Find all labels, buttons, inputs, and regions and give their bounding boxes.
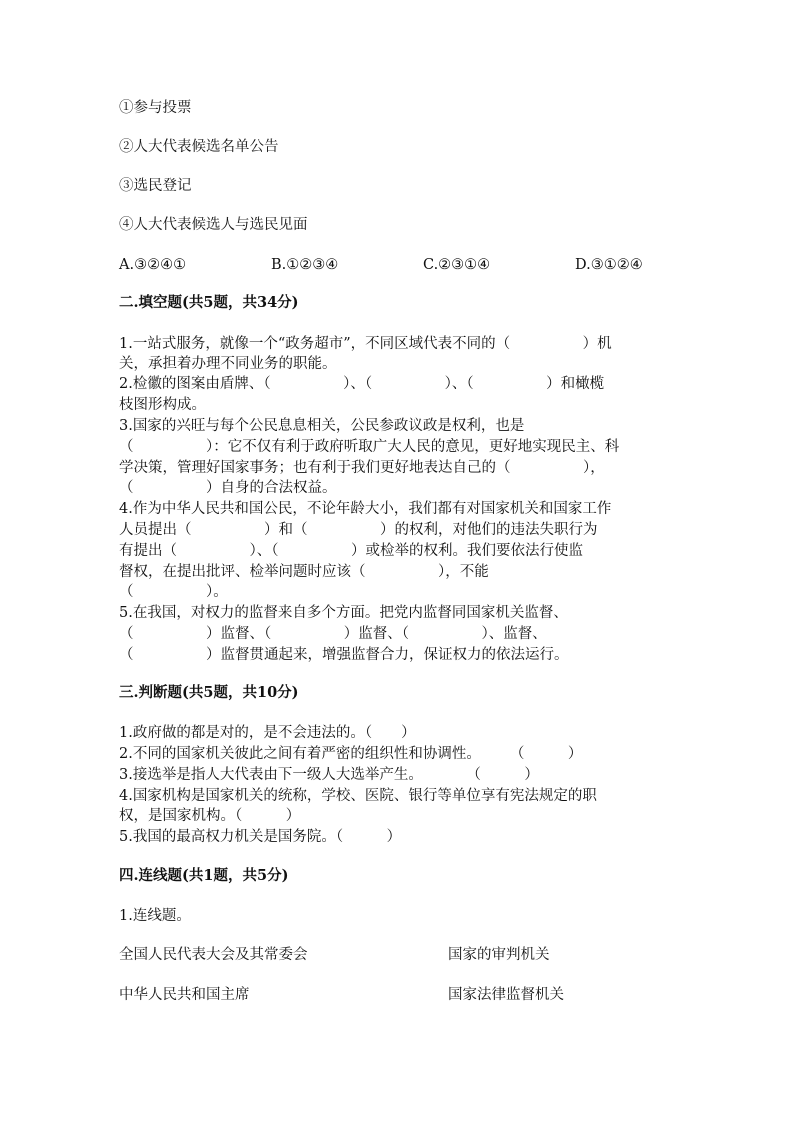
step-1: ①参与投票	[119, 100, 192, 116]
judge-line: 1.政府做的都是对的，是不会违法的。（ ）	[119, 725, 416, 741]
step-2: ②人大代表候选名单公告	[119, 139, 279, 155]
choice-a: A.③②④①	[119, 257, 187, 273]
judge-line: 权，是国家机构。（ ）	[119, 808, 301, 824]
section-3-heading: 三.判断题(共5题，共10分)	[119, 684, 299, 701]
match-right-item: 国家法律监督机关	[448, 987, 564, 1003]
match-left-item: 全国人民代表大会及其常委会	[119, 947, 308, 963]
choice-c: C.②③①④	[423, 257, 491, 273]
judge-line: 2.不同的国家机关彼此之间有着严密的组织性和协调性。 （ ）	[119, 746, 583, 762]
fill-line: 人员提出（ ）和（ ）的权利，对他们的违法失职行为	[119, 522, 598, 538]
match-right-item: 国家的审判机关	[448, 947, 550, 963]
fill-line: 学决策，管理好国家事务；也有利于我们更好地表达自己的（ ），	[119, 460, 605, 476]
judge-line: 4.国家机构是国家机关的统称，学校、医院、银行等单位享有宪法规定的职	[119, 788, 597, 804]
judge-line: 5.我国的最高权力机关是国务院。（ ）	[119, 829, 402, 845]
match-left-item: 中华人民共和国主席	[119, 987, 250, 1003]
fill-line: （ ）。	[119, 584, 228, 600]
fill-line: （ ）监督贯通起来，增强监督合力，保证权力的依法运行。	[119, 647, 569, 663]
step-3: ③选民登记	[119, 178, 192, 194]
fill-line: 关，承担着办理不同业务的职能。	[119, 356, 337, 372]
fill-line: 枝图形构成。	[119, 397, 206, 413]
section-2-heading: 二.填空题(共5题，共34分)	[119, 294, 299, 311]
fill-line: 有提出（ ）、（ ）或检举的权利。我们要依法行使监	[119, 543, 583, 559]
fill-line: （ ）自身的合法权益。	[119, 480, 337, 496]
choice-d: D.③①②④	[575, 257, 643, 273]
fill-line: 4.作为中华人民共和国公民，不论年龄大小，我们都有对国家机关和国家工作	[119, 501, 612, 517]
judge-line: 3.接选举是指人大代表由下一级人大选举产生。 （ ）	[119, 767, 539, 783]
fill-line: 1.一站式服务，就像一个“政务超市”，不同区域代表不同的（ ）机	[119, 336, 612, 352]
step-4: ④人大代表候选人与选民见面	[119, 217, 308, 233]
fill-line: 3.国家的兴旺与每个公民息息相关，公民参政议政是权利，也是	[119, 418, 525, 434]
fill-line: 督权，在提出批评、检举问题时应该（ ），不能	[119, 564, 489, 580]
section-4-heading: 四.连线题(共1题，共5分)	[119, 867, 289, 884]
fill-line: 5.在我国，对权力的监督来自多个方面。把党内监督同国家机关监督、	[119, 605, 568, 621]
choice-b: B.①②③④	[271, 257, 339, 273]
fill-line: （ ）：它不仅有利于政府听取广大人民的意见，更好地实现民主、科	[119, 439, 620, 455]
match-question: 1.连线题。	[119, 908, 191, 924]
fill-line: （ ）监督、（ ）监督、（ ）、监督、	[119, 626, 547, 642]
fill-line: 2.检徽的图案由盾牌、（ ）、（ ）、（ ）和橄榄	[119, 376, 605, 392]
